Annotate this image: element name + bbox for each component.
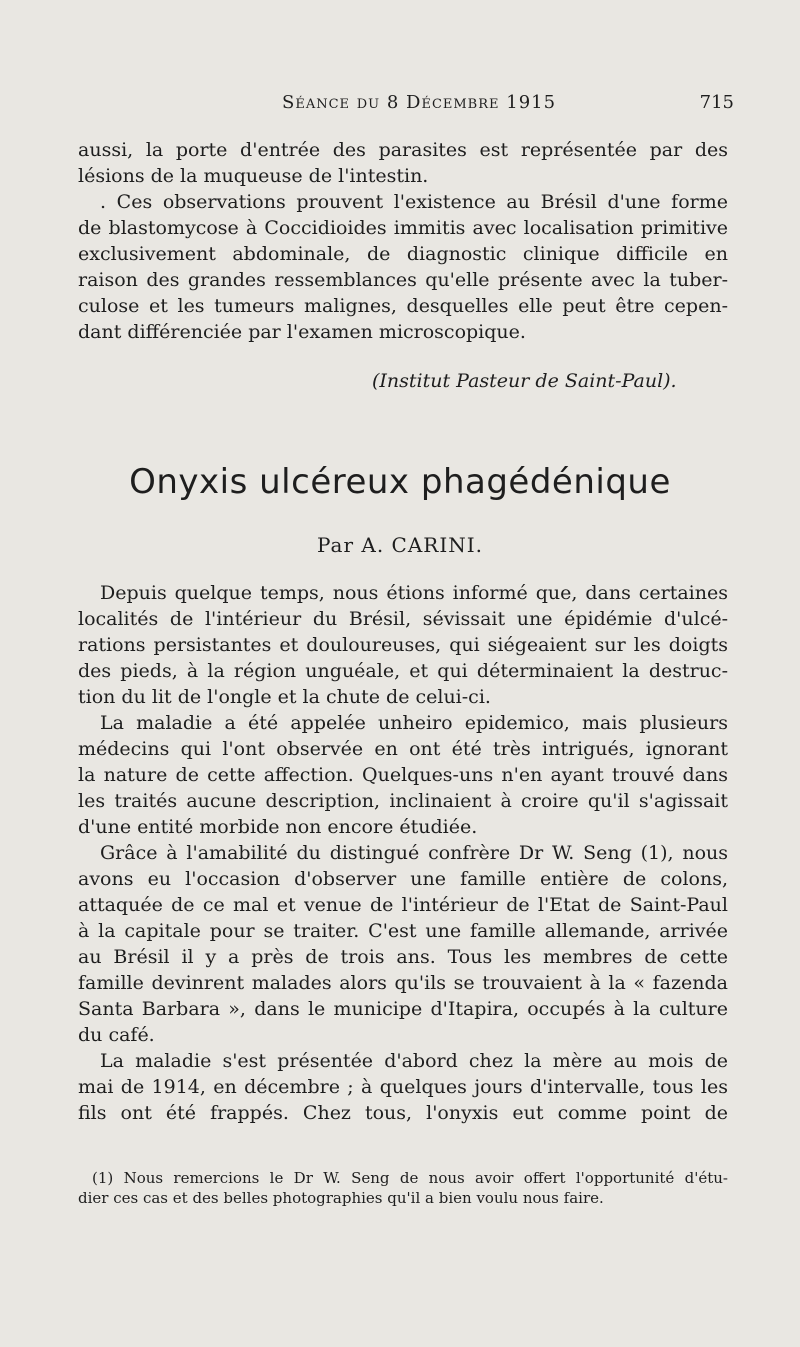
footnote-line: (1) Nous remercions le Dr W. Seng de nous avoir offert l'opportunité d'étu-: [92, 1169, 728, 1187]
text-line: rations persistantes et douloureuses, qui siégeaient sur les doigts: [78, 634, 728, 656]
text-line: lésions de la muqueuse de l'intestin.: [78, 165, 429, 187]
text-line: du café.: [78, 1024, 155, 1046]
text-line: raison des grandes ressemblances qu'elle présente avec la tuber-: [78, 269, 728, 291]
text-line: exclusivement abdominale, de diagnostic clinique difficile en: [78, 243, 728, 265]
text-line: . Ces observations prouvent l'existence au Brésil d'une forme: [100, 191, 728, 213]
text-line: famille devinrent malades alors qu'ils se trouvaient à la « fazenda: [78, 972, 728, 994]
text-line: de blastomycose à Coccidioides immitis avec localisation primitive: [78, 217, 728, 239]
footnote-line: dier ces cas et des belles photographies qu'il a bien voulu nous faire.: [78, 1189, 604, 1207]
text-line: dant différenciée par l'examen microscopique.: [78, 321, 526, 343]
text-line: attaquée de ce mal et venue de l'intérieur de l'Etat de Saint-Paul: [78, 894, 728, 916]
text-line: la nature de cette affection. Quelques-uns n'en ayant trouvé dans: [78, 764, 728, 786]
footnote: [78, 1168, 728, 1208]
text-line: Santa Barbara », dans le municipe d'Itapira, occupés à la culture: [78, 998, 728, 1020]
institution-signature: (Institut Pasteur de Saint-Paul).: [372, 370, 677, 392]
text-line: les traités aucune description, inclinaient à croire qu'il s'agissait: [78, 790, 728, 812]
text-line: culose et les tumeurs malignes, desquelles elle peut être cepen-: [78, 295, 728, 317]
text-line: des pieds, à la région unguéale, et qui déterminaient la destruc-: [78, 660, 728, 682]
text-line: localités de l'intérieur du Brésil, sévissait une épidémie d'ulcé-: [78, 608, 728, 630]
text-line: Grâce à l'amabilité du distingué confrère Dr W. Seng (1), nous: [100, 842, 728, 864]
article-byline: Par A. CARINI.: [316, 533, 484, 557]
running-title: Séance du 8 Décembre 1915: [282, 92, 557, 113]
text-line: La maladie s'est présentée d'abord chez la mère au mois de: [100, 1050, 728, 1072]
text-line: La maladie a été appelée unheiro epidemico, mais plusieurs: [100, 712, 728, 734]
text-line: d'une entité morbide non encore étudiée.: [78, 816, 478, 838]
article-title: Onyxis ulcéreux phagédénique: [129, 462, 671, 502]
page-number: 715: [699, 92, 734, 113]
text-line: mai de 1914, en décembre ; à quelques jours d'intervalle, tous les: [78, 1076, 728, 1098]
text-line: à la capitale pour se traiter. C'est une famille allemande, arrivée: [78, 920, 728, 942]
text-line: tion du lit de l'ongle et la chute de celui-ci.: [78, 686, 491, 708]
text-line: Depuis quelque temps, nous étions informé que, dans certaines: [100, 582, 728, 604]
running-head: [0, 92, 800, 116]
text-line: médecins qui l'ont observée en ont été très intrigués, ignorant: [78, 738, 728, 760]
text-line: au Brésil il y a près de trois ans. Tous les membres de cette: [78, 946, 728, 968]
text-line: fils ont été frappés. Chez tous, l'onyxis eut comme point de: [78, 1102, 728, 1124]
intro-paragraphs: [78, 137, 728, 345]
text-line: avons eu l'occasion d'observer une famille entière de colons,: [78, 868, 728, 890]
text-line: aussi, la porte d'entrée des parasites est représentée par des: [78, 139, 728, 161]
article-body: [78, 580, 728, 1126]
